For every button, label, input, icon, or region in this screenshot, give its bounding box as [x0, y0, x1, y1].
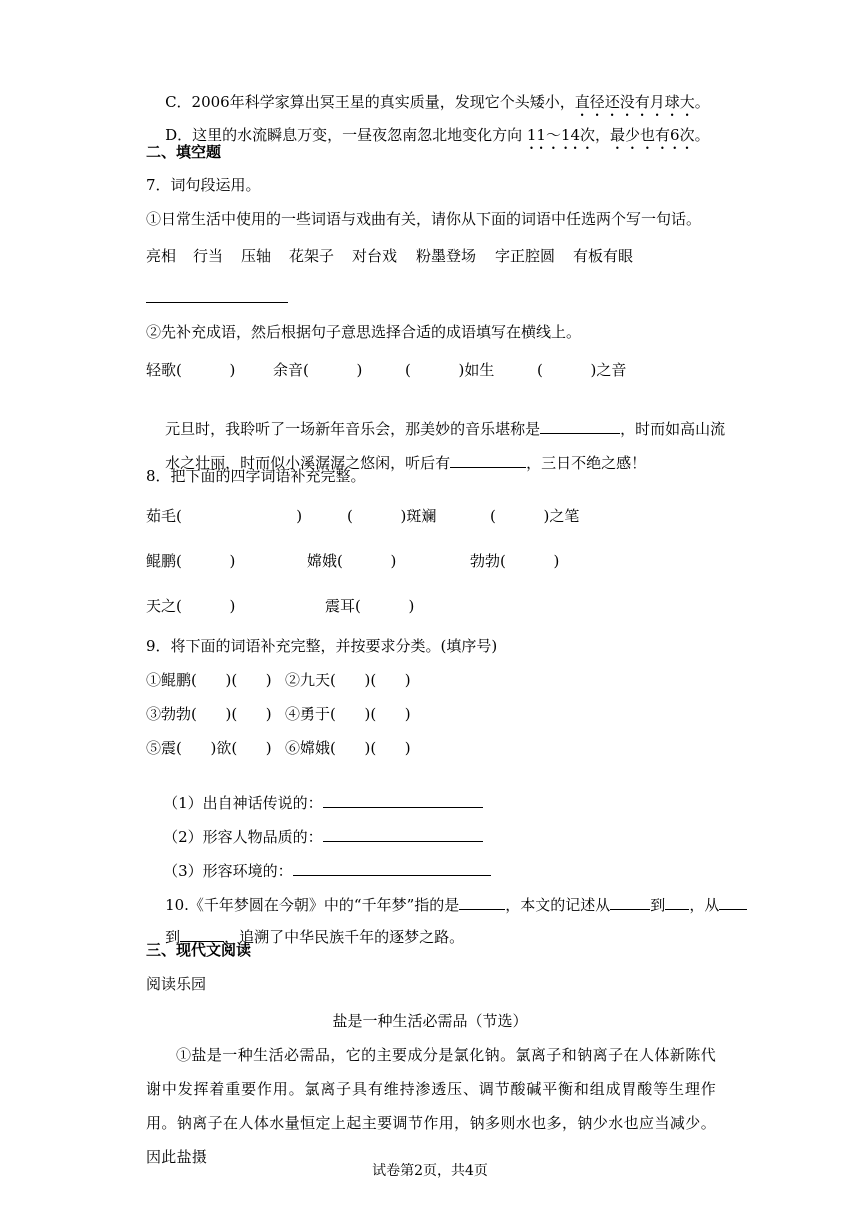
idiom-blank[interactable]: 余音( )	[273, 361, 363, 379]
option-c-suffix: 。	[694, 93, 710, 111]
article-title: 盐是一种生活必需品（节选）	[332, 1012, 528, 1030]
word-option: 花架子	[289, 247, 335, 265]
idiom-blank[interactable]: 嫦娥( )	[307, 552, 397, 570]
q10-text: 10.《千年梦圆在今朝》中的“千年梦”指的是	[165, 896, 460, 914]
word-option: 字正腔圆	[495, 247, 556, 265]
word-option: 对台戏	[352, 247, 398, 265]
answer-line[interactable]	[450, 452, 526, 468]
word-option: 有板有眼	[573, 247, 634, 265]
word-option: 粉墨登场	[416, 247, 477, 265]
class-label: （1）出自神话传说的：	[163, 794, 323, 812]
idiom-blank[interactable]: 鲲鹏( )	[146, 552, 236, 570]
idiom-blank[interactable]: 勃勃( )	[470, 552, 560, 570]
word-option: 压轴	[241, 247, 272, 265]
idiom-blank[interactable]: ( )如生	[405, 361, 495, 379]
idiom-blank[interactable]: 震耳( )	[325, 597, 415, 615]
q10-text: 到	[650, 896, 666, 914]
idiom-blank[interactable]: ( )斑斓	[347, 507, 437, 525]
idiom-blank[interactable]: ( )之音	[537, 361, 627, 379]
q7-sub2: ②先补充成语，然后根据句子意思选择合适的成语填写在横线上。	[146, 323, 582, 341]
word-option: 亮相	[146, 247, 177, 265]
idiom-blank[interactable]: 天之( )	[146, 597, 236, 615]
q7-title: 7．词句段运用。	[146, 176, 261, 194]
section-title-fill-blank: 二、填空题	[146, 143, 222, 161]
class-label: （3）形容环境的：	[163, 862, 293, 880]
option-d-suffix: 。	[694, 126, 710, 144]
sentence-text: ，时而如高山流	[620, 420, 726, 438]
class-label: （2）形容人物品质的：	[163, 828, 323, 846]
q10-text: 到	[165, 928, 181, 946]
q8-title: 8．把下面的四字词语补充完整。	[146, 467, 366, 485]
q10-text: ，本文的记述从	[505, 896, 611, 914]
answer-line-sentence[interactable]	[146, 287, 288, 303]
section-title-reading: 三、现代文阅读	[146, 941, 252, 959]
option-d-prefix: D．这里的水流瞬息万变，一昼夜忽南忽北地变化方向	[165, 126, 527, 144]
idiom-blank[interactable]: 茹毛( )	[146, 507, 303, 525]
page-footer: 试卷第2页，共4页	[372, 1163, 488, 1179]
sentence-text: 水之壮丽，时而似小溪潺潺之悠闲，听后有	[165, 454, 451, 472]
q7-sub1: ①日常生活中使用的一些词语与戏曲有关，请你从下面的词语中任选两个写一句话。	[146, 210, 702, 228]
option-c-emphasis: 直径还没有月球大	[574, 93, 695, 111]
article-paragraph: ①盐是一种生活必需品，它的主要成分是氯化钠。氯离子和钠离子在人体新陈代谢中发挥着重要作用。氯离子具有维持渗透压、调节酸碱平衡和组成胃酸等生理作用。钠离子在人体水量恒定上起主要调节作用，钠多则水也多，钠少水也应当减少。因此盐摄	[146, 1046, 716, 1166]
sentence-text: 元旦时，我聆听了一场新年音乐会，那美妙的音乐堪称是	[165, 420, 541, 438]
answer-line[interactable]	[665, 894, 689, 910]
word-blank[interactable]: ④勇于( )( )	[285, 705, 411, 723]
option-d	[146, 105, 710, 173]
q9-title: 9．将下面的词语补充完整，并按要求分类。(填序号)	[146, 637, 498, 655]
word-blank[interactable]: ②九天( )( )	[285, 671, 411, 689]
sentence-text: ，三日不绝之感！	[526, 454, 647, 472]
word-blank[interactable]: ⑥嫦娥( )( )	[285, 739, 411, 757]
option-c-prefix: C．2006年科学家算出冥王星的真实质量，发现它个头矮小，	[165, 93, 575, 111]
word-option: 行当	[193, 247, 224, 265]
word-blank[interactable]: ③勃勃( )( )	[146, 705, 272, 723]
q10-text: ，追溯了中华民族千年的逐梦之路。	[224, 928, 465, 946]
word-blank[interactable]: ⑤震( )欲( )	[146, 739, 272, 757]
word-blank[interactable]: ①鲲鹏( )( )	[146, 671, 272, 689]
idiom-blank[interactable]: ( )之笔	[490, 507, 580, 525]
option-d-emphasis: 11～14次，最少也有6次	[526, 126, 695, 144]
answer-line[interactable]	[610, 894, 650, 910]
answer-line[interactable]	[719, 894, 747, 910]
reading-subtitle: 阅读乐园	[146, 975, 207, 993]
answer-line[interactable]	[459, 894, 505, 910]
idiom-blank[interactable]: 轻歌( )	[146, 361, 236, 379]
q10-text: ，从	[689, 896, 720, 914]
